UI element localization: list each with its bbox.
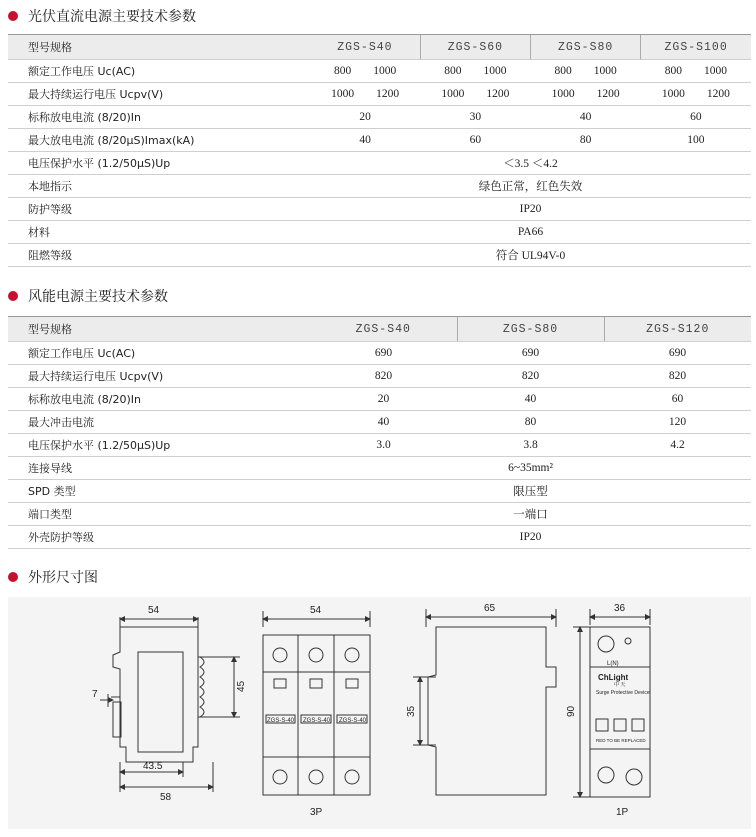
row-label: 连接导线	[8, 457, 310, 480]
row-label: 最大持续运行电压 Ucpv(V)	[8, 83, 310, 106]
dim-1p-width: 36	[614, 603, 626, 614]
row-label: 额定工作电压 Uc(AC)	[8, 60, 310, 83]
row-value	[310, 83, 420, 106]
row-value-span: 6~35mm²	[310, 457, 751, 480]
table-row	[8, 480, 751, 503]
pair-value: 1000	[704, 65, 727, 77]
pair-value: 1000	[551, 88, 575, 100]
brand-cn: 中 天	[614, 682, 626, 688]
dim-side-width: 54	[148, 605, 160, 616]
model-header: ZGS-S80	[457, 317, 604, 342]
side-view-labels	[92, 605, 247, 803]
pair-value: 1000	[331, 88, 355, 100]
dim-3p-width: 54	[310, 605, 322, 616]
row-label: 外壳防护等级	[8, 526, 310, 549]
model-header: ZGS-S80	[531, 35, 641, 60]
model-header: ZGS-S40	[310, 35, 420, 60]
row-value: 80	[457, 411, 604, 434]
dims-section-title	[8, 567, 98, 587]
value-pair	[641, 88, 751, 100]
row-value: 80	[531, 129, 641, 152]
header-label: 型号规格	[8, 35, 310, 60]
row-label: 材料	[8, 221, 310, 244]
table-row	[8, 457, 751, 480]
row-value	[310, 60, 420, 83]
row-value: 820	[604, 365, 751, 388]
pair-value: 800	[334, 65, 352, 77]
row-value-span: 限压型	[310, 480, 751, 503]
row-value: 690	[457, 342, 604, 365]
pv-title-text: 光伏直流电源主要技术参数	[28, 9, 196, 25]
row-value: 820	[310, 365, 457, 388]
value-pair	[310, 65, 420, 77]
row-value: 60	[604, 388, 751, 411]
row-value	[531, 60, 641, 83]
value-pair	[420, 88, 530, 100]
wind-spec-table	[8, 316, 751, 549]
row-value	[641, 60, 751, 83]
pair-value: 800	[664, 65, 682, 77]
row-label: 阻燃等级	[8, 244, 310, 267]
row-value-span: 一端口	[310, 503, 751, 526]
pair-value: 1000	[373, 65, 397, 77]
table-row	[8, 106, 751, 129]
row-value: 3.0	[310, 434, 457, 457]
row-value: 40	[310, 411, 457, 434]
table-row	[8, 60, 751, 83]
row-value: 20	[310, 106, 420, 129]
dim-side-height: 45	[236, 680, 247, 692]
value-pair	[420, 65, 530, 77]
row-label: 额定工作电压 Uc(AC)	[8, 342, 310, 365]
row-value: 690	[604, 342, 751, 365]
row-label: 电压保护水平 (1.2/50μS)Up	[8, 152, 310, 175]
row-value: 40	[531, 106, 641, 129]
row-value-span: 符合 UL94V-0	[310, 244, 751, 267]
value-pair	[310, 88, 420, 100]
wind-title-text: 风能电源主要技术参数	[28, 289, 168, 305]
model-header: ZGS-S120	[604, 317, 751, 342]
table-row	[8, 434, 751, 457]
side-view-2	[413, 609, 556, 795]
row-value: 30	[420, 106, 530, 129]
row-label: 最大冲击电流	[8, 411, 310, 434]
row-label: 本地指示	[8, 175, 310, 198]
pair-value: 1200	[706, 88, 730, 100]
row-value-span: 绿色正常，红色失效	[310, 175, 751, 198]
bullet-dot-icon	[8, 291, 18, 301]
bullet-dot-icon	[8, 11, 18, 21]
pair-value: 1000	[441, 88, 465, 100]
label-3p: 3P	[310, 807, 323, 818]
module-model-2: ZGS-S-40	[303, 718, 331, 724]
side-view	[100, 617, 240, 792]
pv-spec-table	[8, 34, 751, 267]
dim-side-depth-b: 58	[160, 792, 172, 803]
dimension-drawing-svg	[8, 597, 751, 829]
row-value-span: ＜3.5 ＜4.2	[310, 152, 751, 175]
row-value: 4.2	[604, 434, 751, 457]
row-label: 最大放电电流 (8/20μS)Imax(kA)	[8, 129, 310, 152]
table-row	[8, 152, 751, 175]
row-value	[641, 83, 751, 106]
table-row	[8, 365, 751, 388]
row-value: 40	[457, 388, 604, 411]
row-label: 标称放电电流 (8/20)In	[8, 388, 310, 411]
row-value: 60	[641, 106, 751, 129]
pair-value: 1000	[661, 88, 685, 100]
row-value: 3.8	[457, 434, 604, 457]
dim-side2-height: 35	[406, 705, 417, 717]
table-row	[8, 411, 751, 434]
row-label: 防护等级	[8, 198, 310, 221]
module-model-3: ZGS-S-40	[339, 718, 367, 724]
pair-value: 1200	[376, 88, 400, 100]
label-1p: 1P	[616, 807, 629, 818]
row-label: 电压保护水平 (1.2/50μS)Up	[8, 434, 310, 457]
header-row	[8, 317, 751, 342]
table-row	[8, 198, 751, 221]
pair-value: 1200	[596, 88, 620, 100]
pair-value: 800	[554, 65, 572, 77]
front-1p-labels	[566, 603, 650, 818]
header-row	[8, 35, 751, 60]
value-pair	[531, 65, 641, 77]
pair-value: 1000	[593, 65, 617, 77]
row-label: 标称放电电流 (8/20)In	[8, 106, 310, 129]
pair-value: 1000	[483, 65, 507, 77]
front-3p-view	[263, 611, 370, 795]
row-label: SPD 类型	[8, 480, 310, 503]
value-pair	[641, 65, 751, 77]
table-row	[8, 175, 751, 198]
table-row	[8, 244, 751, 267]
front-1p-view	[573, 609, 650, 797]
row-label: 端口类型	[8, 503, 310, 526]
wind-section-title	[8, 286, 168, 306]
dim-side-rail: 7	[92, 689, 98, 700]
brand-logo: ChLight	[598, 673, 629, 682]
row-value: 20	[310, 388, 457, 411]
dim-1p-height: 90	[566, 705, 577, 717]
row-value-span: IP20	[310, 526, 751, 549]
model-header: ZGS-S60	[420, 35, 530, 60]
row-value-span: IP20	[310, 198, 751, 221]
bullet-dot-icon	[8, 572, 18, 582]
row-value: 820	[457, 365, 604, 388]
model-header: ZGS-S40	[310, 317, 457, 342]
row-value-span: PA66	[310, 221, 751, 244]
dim-side2-width: 65	[484, 603, 496, 614]
table-row	[8, 526, 751, 549]
table-row	[8, 221, 751, 244]
table-row	[8, 129, 751, 152]
header-label: 型号规格	[8, 317, 310, 342]
module-model-1: ZGS-S-40	[267, 718, 295, 724]
dims-title-text: 外形尺寸图	[28, 570, 98, 586]
replace-text: RED TO BE REPLACED	[596, 738, 646, 743]
table-row	[8, 342, 751, 365]
row-label: 最大持续运行电压 Ucpv(V)	[8, 365, 310, 388]
row-value	[420, 60, 530, 83]
table-row	[8, 388, 751, 411]
row-value: 690	[310, 342, 457, 365]
row-value: 120	[604, 411, 751, 434]
row-value	[420, 83, 530, 106]
row-value: 100	[641, 129, 751, 152]
dim-side-depth-a: 43.5	[143, 761, 163, 772]
device-name: Surge Protective Device	[596, 690, 650, 696]
model-header: ZGS-S100	[641, 35, 751, 60]
dimension-drawing	[8, 597, 751, 829]
pv-section-title	[8, 6, 196, 26]
row-value	[531, 83, 641, 106]
value-pair	[531, 88, 641, 100]
pair-value: 1200	[486, 88, 510, 100]
side-view-2-labels	[406, 603, 496, 717]
terminal-label: L(N)	[607, 661, 619, 667]
row-value: 60	[420, 129, 530, 152]
table-row	[8, 83, 751, 106]
row-value: 40	[310, 129, 420, 152]
front-3p-labels	[267, 605, 367, 818]
pair-value: 800	[444, 65, 462, 77]
table-row	[8, 503, 751, 526]
